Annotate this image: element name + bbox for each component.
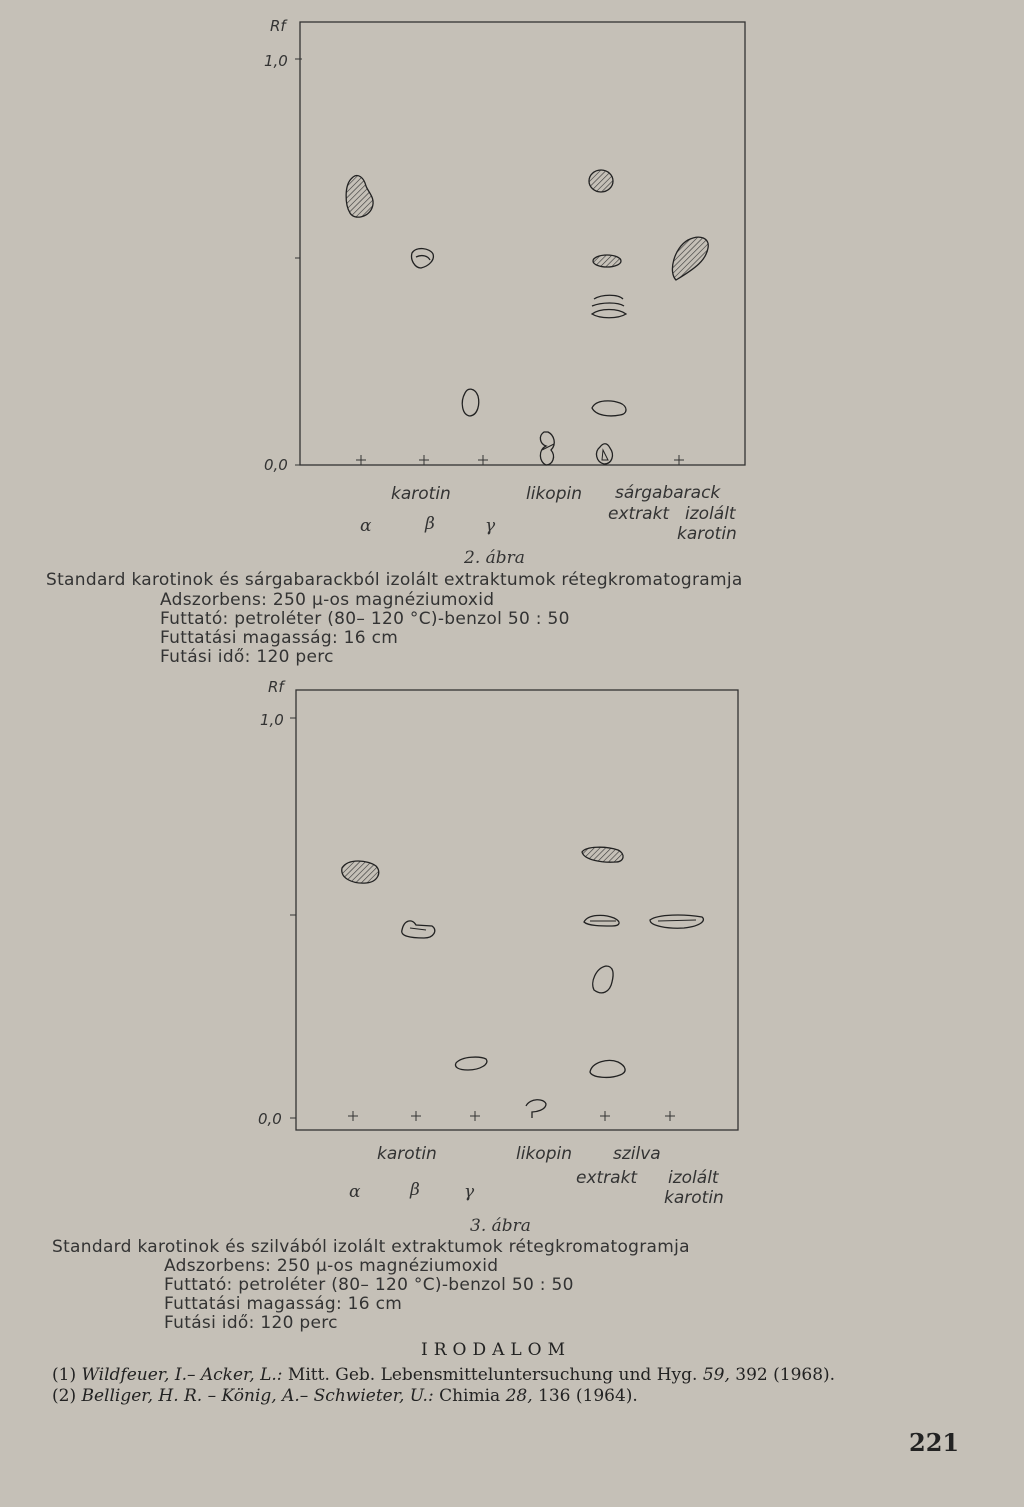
spot-extract-3 <box>593 966 613 993</box>
reference-volume: 59, <box>702 1365 730 1385</box>
spot-extract-1 <box>582 847 623 862</box>
tick-1-0: 1,0 <box>260 711 284 729</box>
reference-pages-year: 392 (1968). <box>729 1365 836 1385</box>
tick-0-0: 0,0 <box>258 1110 282 1128</box>
reference-1 <box>52 1365 835 1385</box>
spot-alpha <box>342 861 379 883</box>
label-alpha: α <box>360 516 372 536</box>
start-line-marks <box>356 455 684 465</box>
reference-2 <box>52 1386 638 1406</box>
caption-adsorbent: Adszorbens: 250 μ-os magnéziumoxid <box>160 590 495 610</box>
reference-number: (1) <box>52 1365 77 1385</box>
figure-number: 2. ábra <box>464 548 525 568</box>
label-izolalt: izolált <box>685 504 736 524</box>
spot-gamma <box>462 389 478 416</box>
label-izolalt: izolált <box>668 1168 719 1188</box>
label-likopin: likopin <box>516 1144 572 1164</box>
label-extract-name: szilva <box>613 1144 661 1164</box>
reference-source: Chimia <box>433 1386 506 1406</box>
caption-title: Standard karotinok és sárgabarackból izolált extraktumok rétegkromatogramja <box>46 570 743 590</box>
label-alpha: α <box>349 1182 361 1202</box>
chromatogram-2 <box>240 10 760 480</box>
chromatogram-3 <box>240 670 760 1140</box>
reference-authors: Belliger, H. R. – König, A.– Schwieter, U.: <box>81 1386 434 1406</box>
label-karotin-isolated: karotin <box>677 524 737 544</box>
spot-extract-4 <box>590 1060 625 1077</box>
spot-extract-3 <box>592 295 626 318</box>
label-extrakt: extrakt <box>576 1168 638 1188</box>
reference-number: (2) <box>52 1386 77 1406</box>
figure-number: 3. ábra <box>470 1216 531 1236</box>
page-number: 221 <box>909 1428 960 1457</box>
reference-authors: Wildfeuer, I.– Acker, L.: <box>81 1365 283 1385</box>
caption-height: Futtatási magasság: 16 cm <box>160 628 399 648</box>
spot-likopin <box>526 1100 546 1118</box>
caption-solvent: Futtató: petroléter (80– 120 °C)-benzol 50 : 50 <box>160 609 570 629</box>
spot-alpha <box>346 176 373 218</box>
reference-pages-year: 136 (1964). <box>532 1386 638 1406</box>
label-karotin-isolated: karotin <box>664 1188 724 1208</box>
spot-isolated-carotene <box>672 237 708 280</box>
caption-height: Futtatási magasság: 16 cm <box>164 1294 403 1314</box>
label-beta: β <box>410 1180 420 1200</box>
caption-title: Standard karotinok és szilvából izolált extraktumok rétegkromatogramja <box>52 1237 690 1257</box>
plate-border <box>296 690 738 1130</box>
caption-adsorbent: Adszorbens: 250 μ-os magnéziumoxid <box>164 1256 499 1276</box>
label-likopin: likopin <box>526 484 582 504</box>
reference-volume: 28, <box>505 1386 533 1406</box>
spot-extract-2 <box>593 255 621 267</box>
label-beta: β <box>425 514 435 534</box>
caption-solvent: Futtató: petroléter (80– 120 °C)-benzol 50 : 50 <box>164 1275 574 1295</box>
references-heading: IRODALOM <box>421 1340 571 1360</box>
spot-likopin <box>540 432 554 465</box>
rf-axis-label: Rf <box>268 678 284 696</box>
rf-axis-label: Rf <box>270 17 286 35</box>
spot-extract-1 <box>589 170 613 192</box>
spot-beta <box>412 249 434 268</box>
spot-isolated-carotene <box>650 915 703 928</box>
label-karotin: karotin <box>377 1144 437 1164</box>
reference-source: Mitt. Geb. Lebensmitteluntersuchung und Hyg. <box>282 1365 703 1385</box>
label-gamma: γ <box>464 1182 475 1202</box>
label-extract-name: sárgabarack <box>615 483 721 503</box>
caption-time: Futási idő: 120 perc <box>164 1313 338 1333</box>
spot-extract-4 <box>592 401 626 416</box>
start-line-marks <box>348 1111 675 1121</box>
label-extrakt: extrakt <box>608 504 670 524</box>
spot-gamma <box>456 1057 487 1070</box>
label-gamma: γ <box>485 516 496 536</box>
tick-0-0: 0,0 <box>264 456 288 474</box>
tick-1-0: 1,0 <box>264 52 288 70</box>
plate-border <box>300 22 745 465</box>
caption-time: Futási idő: 120 perc <box>160 647 334 667</box>
label-karotin: karotin <box>391 484 451 504</box>
